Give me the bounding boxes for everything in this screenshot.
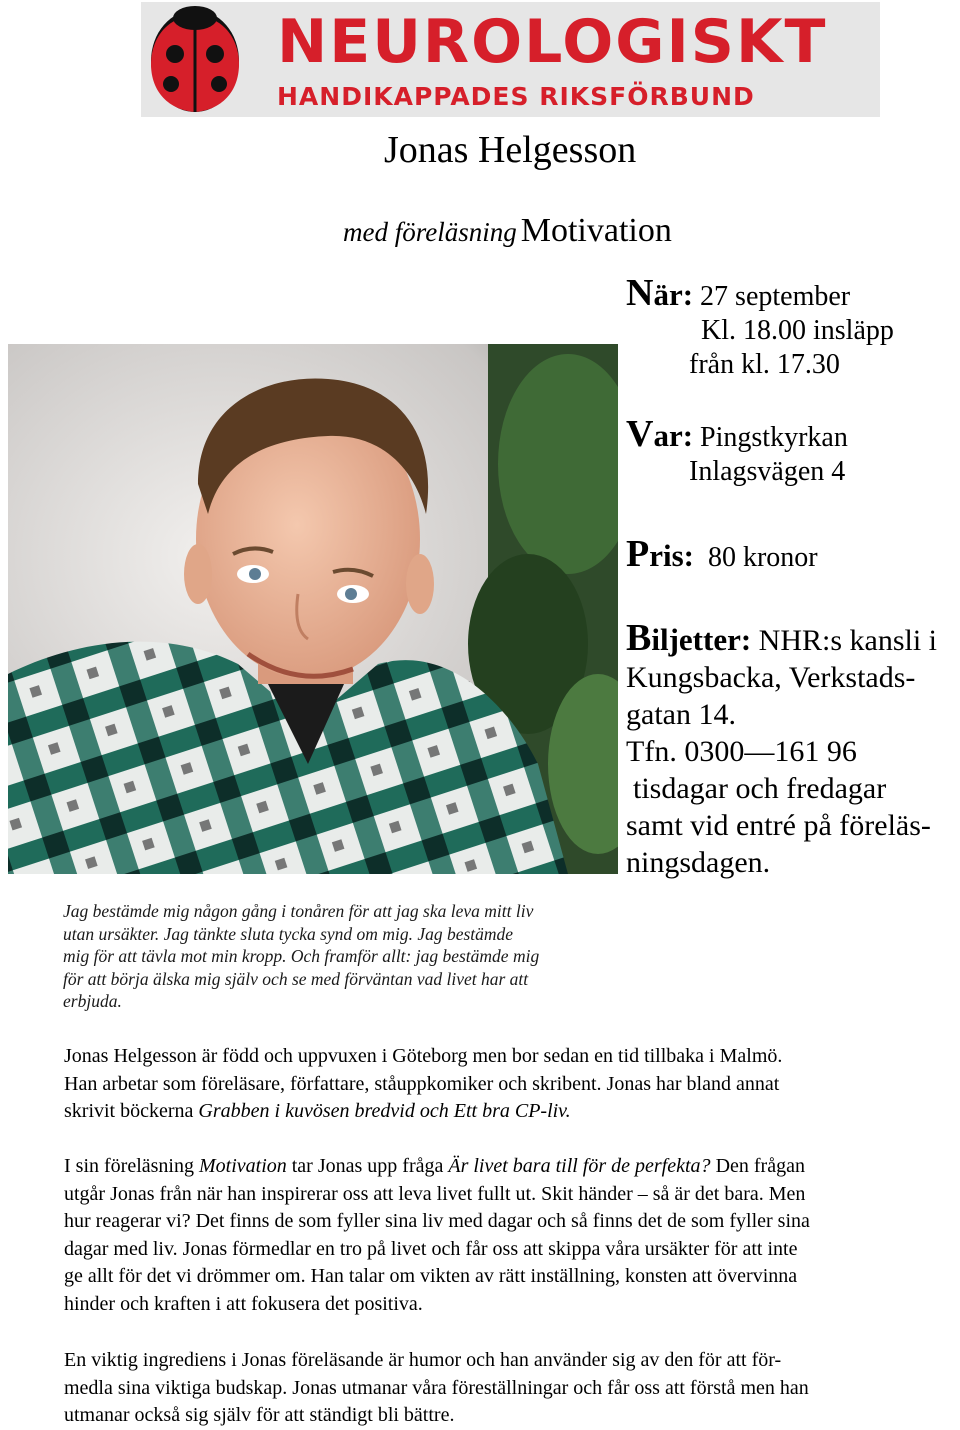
lecture-text: Den frågan xyxy=(710,1155,805,1177)
quote-line: utan ursäkter. Jag tänkte sluta tycka synd om mig. Jag bestämde xyxy=(63,923,514,944)
lecture-text: I sin föreläsning xyxy=(64,1155,199,1177)
info-price xyxy=(626,533,818,575)
info-where xyxy=(626,413,848,489)
speaker-photo xyxy=(8,344,618,874)
where-address: Inlagsvägen 4 xyxy=(689,456,846,487)
lecture-prefix: med föreläsning xyxy=(343,217,517,247)
bio-line xyxy=(64,1098,960,1126)
info-tickets xyxy=(626,617,938,881)
lecture-line: dagar med liv. Jonas förmedlar en tro på livet och får oss att skippa våra ursäkter för att inte xyxy=(64,1237,798,1260)
humor-paragraph xyxy=(64,1347,960,1430)
bio-line: Jonas Helgesson är född och uppvuxen i Göteborg men bor sedan en tid tillbaka i Malmö. xyxy=(64,1045,783,1067)
where-first-line xyxy=(626,413,848,455)
lecture-line: utgår Jonas från när han inspirerar oss att leva livet fullt ut. Skit händer – så är det bara. Men xyxy=(64,1182,806,1205)
info-when xyxy=(626,272,894,382)
speaker-quote xyxy=(63,900,623,1013)
where-label-rest: ar: xyxy=(653,418,694,453)
tickets-line: Kungsbacka, Verkstads- xyxy=(626,661,916,694)
book-title: Grabben i kuvösen bredvid xyxy=(198,1100,415,1122)
when-doors: från kl. 17.30 xyxy=(689,349,840,380)
logo-subtitle: HANDIKAPPADES RIKSFÖRBUND xyxy=(277,82,755,111)
price-label-initial: P xyxy=(626,533,650,575)
where-label-initial: V xyxy=(626,413,654,455)
organization-logo xyxy=(141,2,880,117)
tickets-label-initial: B xyxy=(626,617,652,659)
quote-line: mig för att tävla mot min kropp. Och framför allt: jag bestämde mig xyxy=(63,946,540,966)
quote-line: Jag bestämde mig någon gång i tonåren för att jag ska leva mitt liv xyxy=(63,901,534,921)
price-label-rest: ris: xyxy=(649,538,694,573)
lecture-question: Är livet bara till för de perfekta? xyxy=(448,1155,711,1177)
tickets-place: NHR:s kansli i xyxy=(758,624,938,657)
lecture-line: hur reagerar vi? Det finns de som fyller sina liv med dagar och så finns det de som fyller sina xyxy=(64,1210,810,1232)
tickets-line: tisdagar och fredagar xyxy=(633,772,887,805)
when-label-initial: N xyxy=(626,272,654,314)
lecture-paragraph xyxy=(64,1153,960,1318)
logo-wordmark: NEUROLOGISKT xyxy=(277,7,828,77)
quote-line: för att börja älska mig själv och se med förväntan vad livet har att xyxy=(63,968,529,989)
when-time: Kl. 18.00 insläpp xyxy=(701,315,894,346)
when-label-rest: är: xyxy=(653,277,694,312)
tickets-line: samt vid entré på föreläs- xyxy=(626,809,931,842)
lecture-text: tar Jonas upp fråga xyxy=(286,1155,449,1177)
book-title: Ett bra CP-liv. xyxy=(453,1100,571,1122)
tickets-label-rest: iljetter: xyxy=(651,622,752,657)
lecture-title-inline: Motivation xyxy=(198,1155,287,1177)
ladybug-icon xyxy=(145,4,245,115)
bio-paragraph xyxy=(64,1043,960,1126)
lecture-heading xyxy=(343,210,672,258)
lecture-title: Motivation xyxy=(520,212,672,249)
speaker-name: Jonas Helgesson xyxy=(384,129,637,171)
humor-line: En viktig ingrediens i Jonas föreläsande är humor och han använder sig av den för att för- xyxy=(64,1349,782,1371)
when-date: 27 september xyxy=(700,281,851,312)
price-value: 80 kronor xyxy=(707,542,818,573)
tickets-line: gatan 14. xyxy=(626,698,736,731)
lecture-line: hinder och kraften i att fokusera det positiva. xyxy=(64,1292,423,1315)
lecture-line: ge allt för det vi drömmer om. Han talar om vikten av rätt inställning, konsten att övervinna xyxy=(64,1265,798,1287)
bio-text: skrivit böckerna xyxy=(64,1100,199,1122)
tickets-first-line xyxy=(626,617,938,659)
humor-line: utmanar också sig själv för att ständigt bli bättre. xyxy=(64,1404,455,1426)
tickets-phone: Tfn. 0300—161 96 xyxy=(626,735,857,768)
tickets-line: ningsdagen. xyxy=(626,846,771,879)
lecture-line xyxy=(64,1153,960,1181)
bio-line: Han arbetar som föreläsare, författare, ståuppkomiker och skribent. Jonas har bland annat xyxy=(64,1072,780,1095)
where-venue: Pingstkyrkan xyxy=(700,422,848,453)
bio-text: och xyxy=(414,1100,454,1122)
quote-line: erbjuda. xyxy=(63,991,122,1011)
when-first-line xyxy=(626,272,894,314)
humor-line: medla sina viktiga budskap. Jonas utmanar våra föreställningar och får oss att förstå men han xyxy=(64,1376,809,1399)
